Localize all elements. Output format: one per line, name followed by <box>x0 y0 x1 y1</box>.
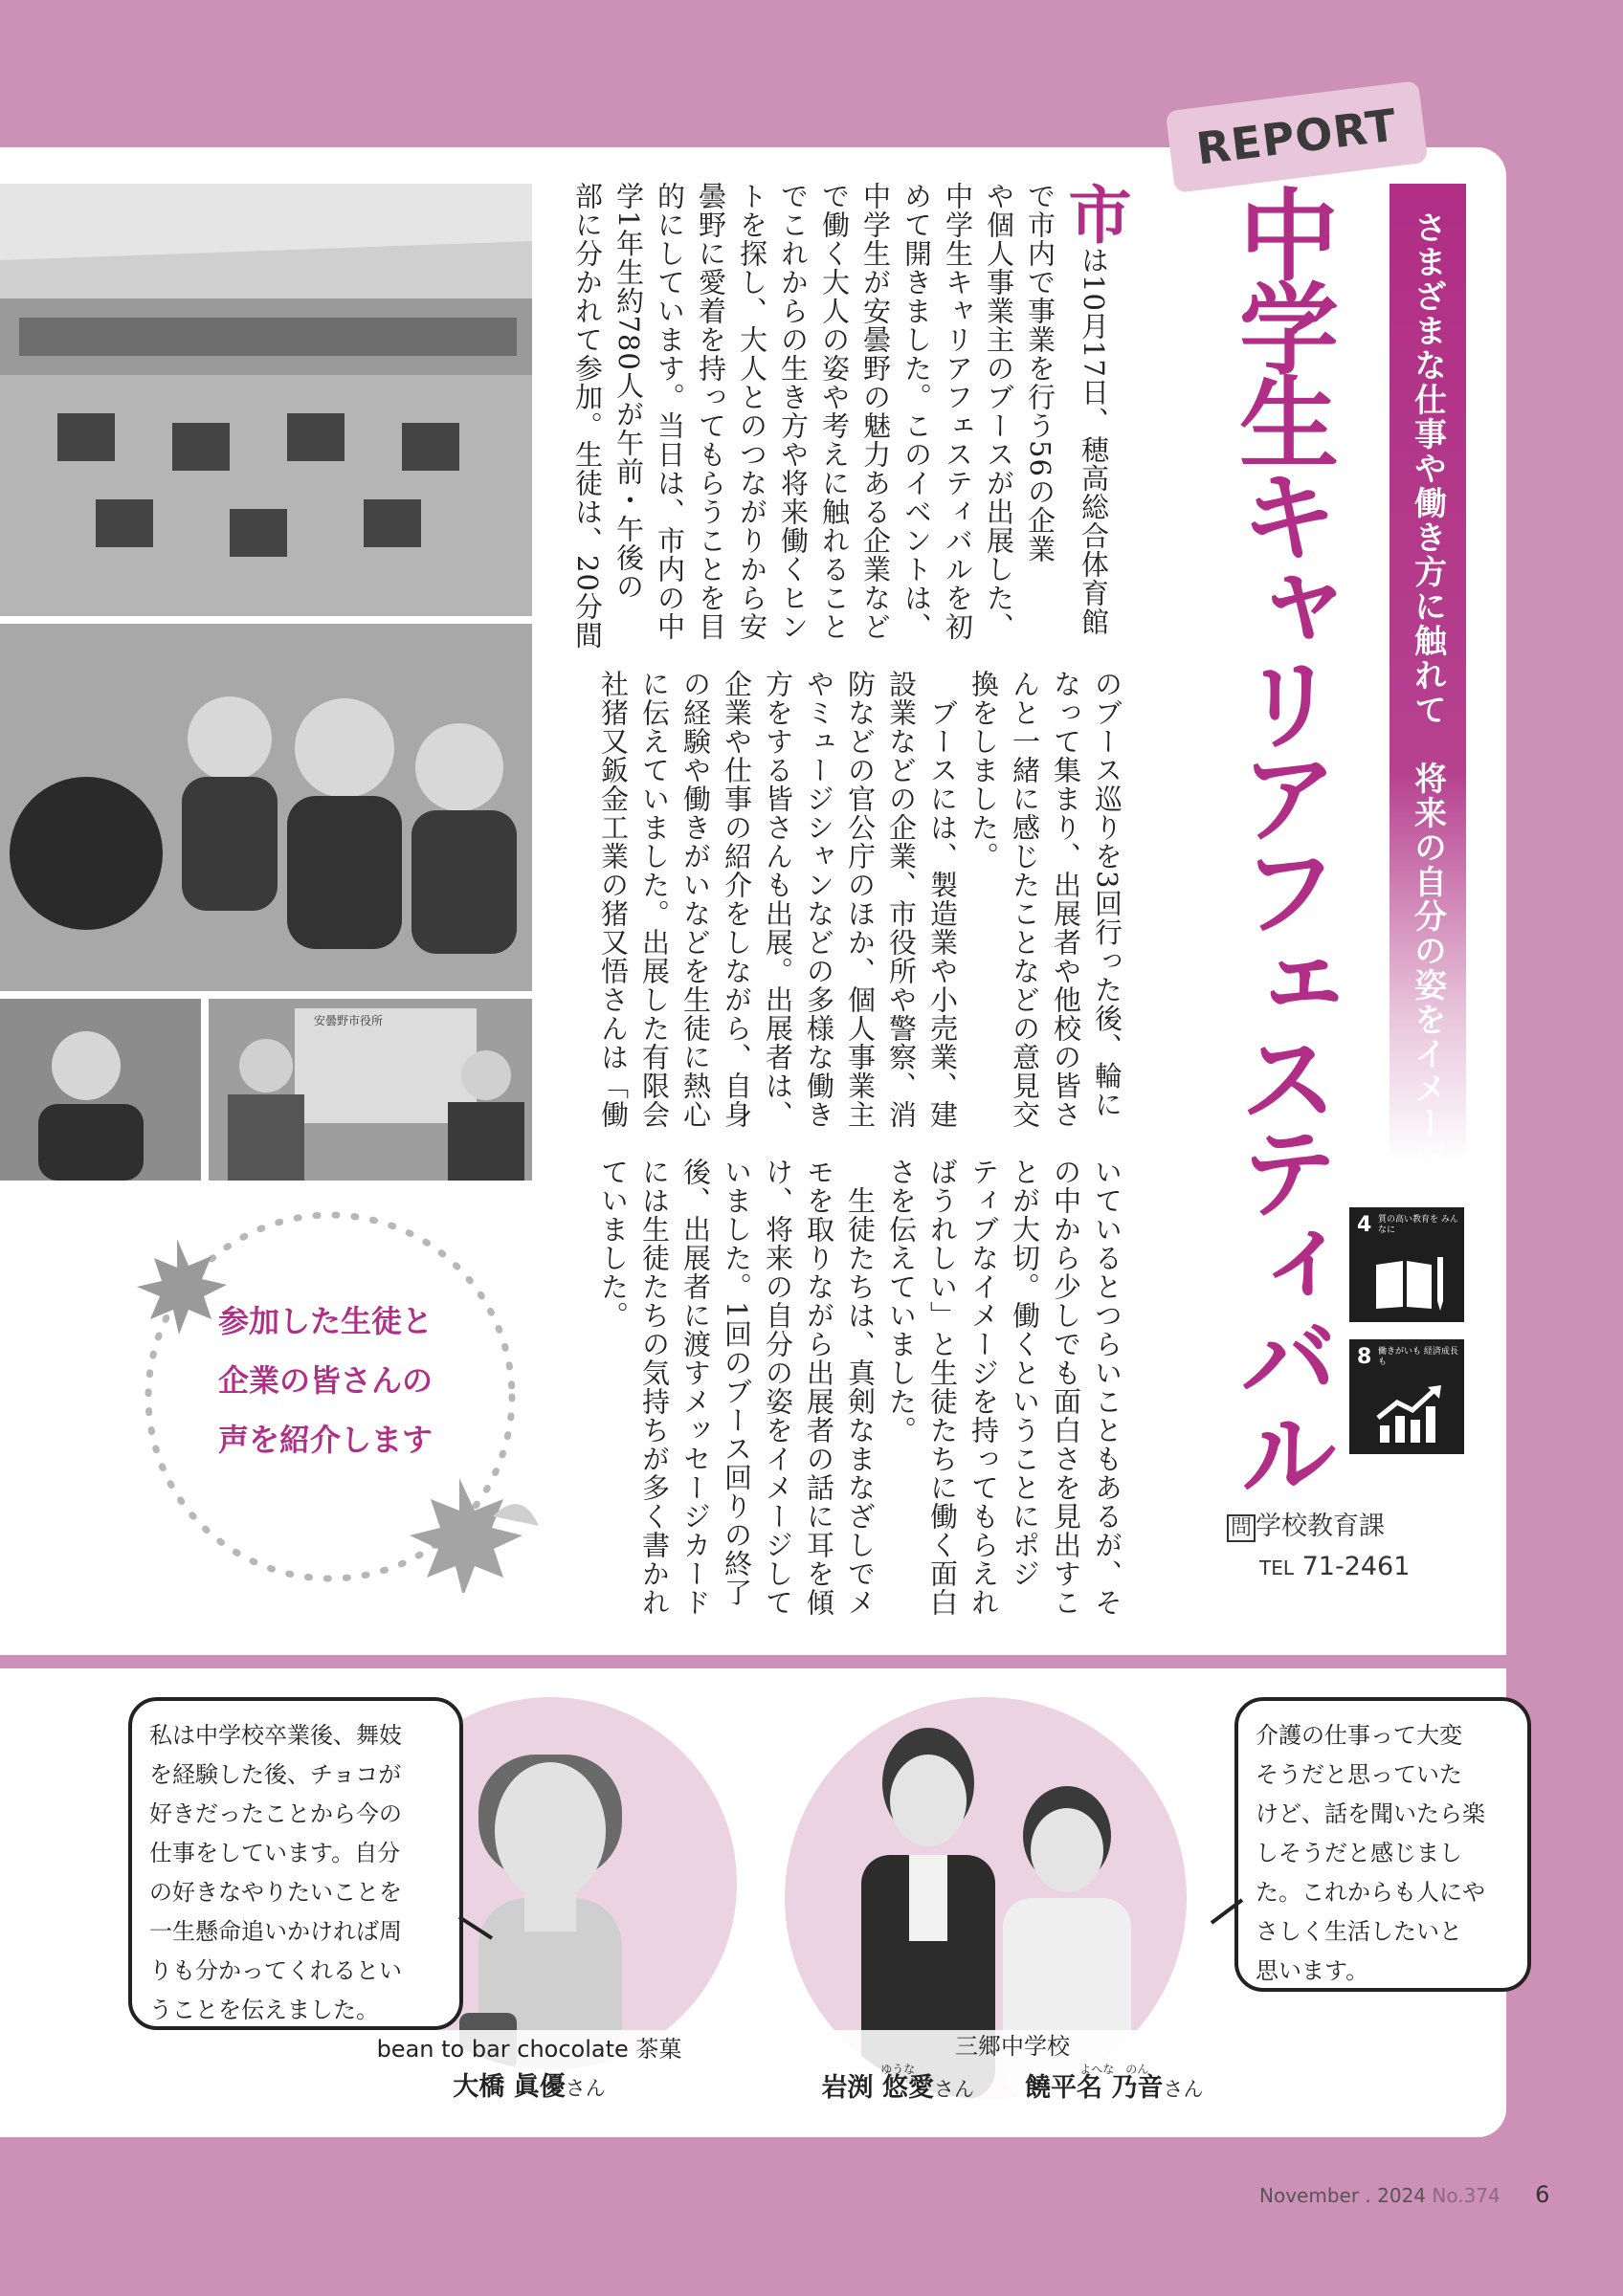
tel-label: TEL <box>1259 1556 1294 1579</box>
article-line: で働く大人の姿や考えに触れること <box>818 182 851 641</box>
article-line: さを伝えていました。 <box>885 1158 918 1445</box>
callout-text <box>191 1292 459 1469</box>
article-line: 社猪又鈑金工業の猪又悟さんは「働 <box>597 670 630 1129</box>
article-line: 的にしています。当日は、市内の中 <box>654 182 686 641</box>
page-number: 6 <box>1535 2181 1550 2208</box>
quote-line: 私は中学校卒業後、舞妓 <box>149 1722 402 1749</box>
article-line: んと一緒に感じたことなどの意見交 <box>1009 670 1041 1129</box>
booth-sign-text: 安曇野市役所 <box>314 1014 384 1027</box>
quote-line: 一生懸命追いかければ周 <box>149 1918 402 1945</box>
article-line: 曇野に愛着を持ってもらうことを目 <box>695 182 727 641</box>
quote-line: 仕事をしています。自分 <box>149 1840 401 1866</box>
article-line: や個人事業主のブースが出展した、 <box>983 182 1015 641</box>
left-nameplate <box>325 2030 733 2112</box>
department: 学校教育課 <box>1256 1512 1386 1541</box>
article-line: 学1年生約780人が午前・午後の <box>612 182 645 601</box>
article-line: でこれからの生き方や将来働くヒン <box>777 182 810 641</box>
article-block-3 <box>582 1158 1127 1617</box>
article-block-1 <box>571 182 1131 660</box>
article-line: 中学生が安曇野の魅力ある企業など <box>859 182 892 641</box>
maple-leaf-large-icon <box>410 1478 522 1593</box>
article-line: いているとつらいこともあるが、そ <box>1091 1158 1123 1617</box>
subtitle-text: さまざまな仕事や働き方に触れて 将来の自分の姿をイメージ <box>1408 210 1447 1175</box>
page-title <box>1213 184 1347 1496</box>
report-tag: REPORT <box>1166 80 1428 193</box>
article-line-text: は10月17日、穂高総合体育館 <box>1078 246 1110 636</box>
honorific: さん <box>1163 2078 1204 2101</box>
right-nameplate <box>796 2030 1229 2112</box>
article-line: で市内で事業を行う56の企業 <box>1024 182 1056 563</box>
sdg-caption: 働きがいも 経済成長も <box>1378 1347 1458 1367</box>
article-line <box>1057 182 1131 660</box>
article-line: 設業などの企業、市役所や警察、消 <box>885 670 918 1129</box>
contact-info <box>1227 1508 1410 1587</box>
subtitle <box>1390 210 1466 1175</box>
issue-date: November . 2024 <box>1259 2184 1427 2207</box>
article-line: ブースには、製造業や小売業、建 <box>926 670 959 1129</box>
book-pencil-icon <box>1370 1253 1447 1313</box>
article-line: トを探し、大人とのつながりから安 <box>736 182 768 641</box>
quote-line: さしく生活したいと <box>1256 1918 1462 1945</box>
article-line: に伝えていました。出展した有限会 <box>638 670 671 1129</box>
article-line: には生徒たちの気持ちが多く書かれ <box>638 1158 671 1617</box>
article-line: とが大切。働くということにポジ <box>1009 1158 1041 1588</box>
article-line: 方をする皆さんも出展。出展者は、 <box>762 670 794 1129</box>
sdg-8-badge <box>1349 1339 1464 1454</box>
inquiry-mark: 問 <box>1227 1514 1256 1542</box>
student-2 <box>1025 2063 1203 2104</box>
article-line: モを取りながら出展者の話に耳を傾 <box>803 1158 835 1617</box>
sdg-number: 8 <box>1357 1345 1372 1369</box>
sdg-4-badge <box>1349 1207 1464 1322</box>
drop-cap: 市 <box>1057 182 1131 246</box>
quote-line: 介護の仕事って大変 <box>1256 1722 1462 1749</box>
page-footer <box>1259 2181 1549 2208</box>
article-line: 中学生キャリアフェスティバルを初 <box>942 182 974 641</box>
boy-booth-photo <box>0 999 201 1181</box>
article-line: のブース巡りを3回行った後、輪に <box>1091 670 1123 1119</box>
article-line: 部に分かれて参加。生徒は、20分間 <box>571 182 604 650</box>
article-line: やミュージシャンなどの多様な働き <box>803 670 835 1129</box>
school-name: 三郷中学校 <box>955 2033 1070 2060</box>
right-bubble-tail <box>1208 1896 1246 1934</box>
students-photo-illustration <box>0 624 532 991</box>
quote-line: そうだと思っていた <box>1256 1761 1462 1788</box>
title-text: 中学生キャリアフェスティバル <box>1222 184 1339 1496</box>
article-line: めて開きました。このイベントは、 <box>900 182 933 641</box>
issue-number: No.374 <box>1432 2184 1501 2207</box>
boy-photo-illustration <box>0 999 201 1181</box>
quote-line: けど、話を聞いたら楽 <box>1256 1800 1485 1827</box>
article-line: け、将来の自分の姿をイメージして <box>762 1158 794 1617</box>
quote-line: 思います。 <box>1256 1957 1369 1984</box>
article-line: ティブなイメージを持ってもらえれ <box>967 1158 1000 1617</box>
article-line: 企業や仕事の紹介をしながら、自身 <box>721 670 753 1129</box>
person-name: 大橋 眞優 <box>453 2072 566 2102</box>
left-speech-bubble <box>128 1697 463 2030</box>
article-line: なって集まり、出展者や他校の皆さ <box>1050 670 1082 1129</box>
callout-line: 企業の皆さんの <box>217 1362 433 1399</box>
sdg-number: 4 <box>1357 1213 1372 1237</box>
quote-line: しそうだと感じまし <box>1256 1840 1462 1866</box>
ruby: ゆうな <box>880 2063 916 2076</box>
left-bubble-tail <box>457 1913 496 1952</box>
quote-line: 好きだったことから今の <box>149 1800 402 1827</box>
article-line: 生徒たちは、真剣なまなざしでメ <box>844 1158 877 1617</box>
honorific: さん <box>933 2078 974 2101</box>
students-seated-photo <box>0 624 532 991</box>
quote-line: の好きなやりたいことを <box>149 1879 402 1906</box>
growth-chart-icon <box>1372 1383 1445 1445</box>
tel-number: 71-2461 <box>1301 1552 1411 1581</box>
sdg-caption: 質の高い教育を みんなに <box>1378 1215 1458 1235</box>
affiliation: bean to bar chocolate 茶菓 <box>376 2036 682 2063</box>
article-line: 防などの官公庁のほか、個人事業主 <box>844 670 877 1129</box>
quote-line: た。これからも人にや <box>1256 1879 1485 1906</box>
quote-line: りも分かってくれるとい <box>149 1957 402 1984</box>
right-speech-bubble <box>1234 1697 1531 1992</box>
article-line: の経験や働きがいなどを生徒に熱心 <box>679 670 712 1129</box>
ruby: よへな のん <box>1079 2063 1149 2076</box>
article-block-2 <box>582 670 1127 1129</box>
honorific: さん <box>565 2077 606 2100</box>
article-line: 後、出展者に渡すメッセージカード <box>679 1158 712 1617</box>
article-line: ばうれしい」と生徒たちに働く面白 <box>926 1158 959 1617</box>
callout-line: 参加した生徒と <box>217 1303 433 1339</box>
gym-photo-illustration <box>0 184 532 616</box>
quote-line: うことを伝えました。 <box>149 1997 379 2023</box>
quote-line: を経験した後、チョコが <box>149 1761 402 1788</box>
student-1 <box>822 2063 974 2104</box>
article-line: ていました。 <box>597 1158 630 1330</box>
callout-line: 声を紹介します <box>217 1422 433 1458</box>
exhibitor-booth-photo <box>209 999 532 1181</box>
person-name: 岩渕 悠愛 <box>821 2073 934 2103</box>
article-line: の中から少しでも面白さを見出すこ <box>1050 1158 1082 1617</box>
article-line: いました。1回のブース回りの終了 <box>721 1158 753 1607</box>
person-name: 饒平名 乃音 <box>1025 2073 1164 2103</box>
gym-overview-photo <box>0 184 532 616</box>
article-line: 換をしました。 <box>967 670 1000 871</box>
